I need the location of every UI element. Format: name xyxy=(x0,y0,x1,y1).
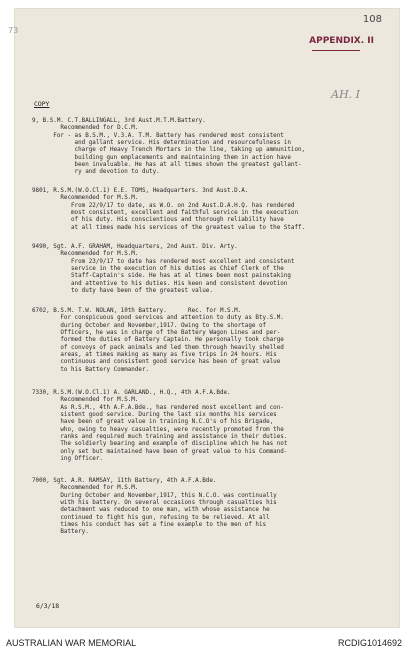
appendix-underline xyxy=(312,50,360,51)
copy-heading: COPY xyxy=(34,100,50,108)
entry-nolan: 6702, B.S.M. T.W. NOLAN, 10th Battery. Rec. for M.S.M. For conspicuous good services and attention to duty as Bty.S.M. during October and November,1917. Owing to the shortage of Officers, he was in charge of the Battery Wagon Lines and per- formed the duties of Battery Captain. He personally took charge of convoys of pack animals and led them through heavily shelled areas, at times making as many as five trips in 24 hours. His continuous and consistent good service has been of great value to his Battery Commander. xyxy=(32,308,284,373)
entry-toms: 9801, R.S.M.(W.O.Cl.1) E.E. TOMS, Headquarters. 3nd Aust.D.A. Recommended for M.S.M. From 22/9/17 to date, as W.O. on 2nd Aust.D.A.H.Q. has rendered most consistent, excellent and faithful service in the execution of his duty. His conscientious and thorough reliability have at all times made his services of the greatest value to the Staff. xyxy=(32,188,306,231)
entry-ramsay: 7000, Sgt. A.R. RAMSAY, 11th Battery, 4th A.F.A.Bde. Recommended for M.S.M. During October and November,1917, this N.C.O. was continually with his battery. On several occasions through casualties his detachment was reduced to one man, with whose assistance he continued to fight his gun, refusing to be relieved. At all times his conduct has set a fine example to the men of his Battery. xyxy=(32,478,277,536)
entry-graham: 9490, Sgt. A.F. GRAHAM, Headquarters, 2nd Aust. Div. Arty. Recommended for M.S.M. From 23/9/17 to date has rendered most excellent and consistent service in the execution of his duties as Chief Clerk of the Staff-Captain's side. He has at al times been most painstaking and attentive to his duties. His keen and consistent devotion to duty have been of the greatest value. xyxy=(32,244,295,295)
record-id: RCDIG1014692 xyxy=(337,638,402,648)
archive-footer xyxy=(0,633,408,653)
archive-name: AUSTRALIAN WAR MEMORIAL xyxy=(6,638,137,648)
handwritten-annotation: AH. I xyxy=(331,88,360,101)
appendix-stamp: APPENDIX. II xyxy=(309,36,374,46)
entry-ballingall: 9, B.S.M. C.T.BALLINGALL, 3rd Aust.M.T.M.Battery. Recommended for D.C.M. For - as B.S.M., V.3.A. T.M. Battery has rendered most consistent and gallant service. His determination and resourcefulness in charge of Heavy Trench Mortars in the line, taking up ammunition, building gun emplacements and maintaining them in action have been invaluable. He has at all times shown the greatest gallant- ry and devotion to duty. xyxy=(32,118,306,176)
page-number: 108 xyxy=(362,14,382,25)
corner-mark: 73 xyxy=(8,26,19,35)
entry-garland: 7330, R.S.M.(W.O.Cl.1) A. GARLAND., H.Q., 4th A.F.A.Bde. Recommended for M.S.M. As R.S.M., 4th A.F.A.Bde., has rendered most excellent and con- sistent good service. During the last six months his services have been of great value in training N.C.O's of his Brigade, who, owing to heavy casualties, were recently promoted from the ranks and required much training and assistance in their duties. The soldierly bearing and example of discipline which he has not only set but maintained have been of great value to his Command- ing Officer. xyxy=(32,390,288,463)
document-page xyxy=(8,8,400,628)
document-date: 6/3/18 xyxy=(36,602,60,610)
